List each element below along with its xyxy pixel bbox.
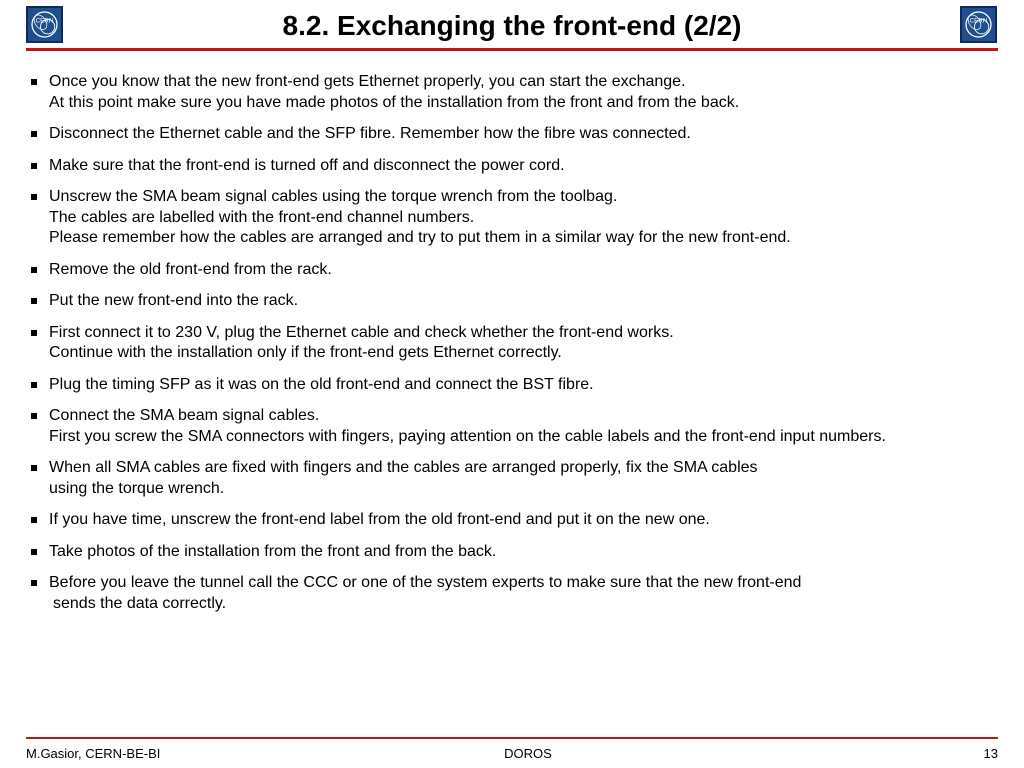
bullet-line: using the torque wrench.	[49, 479, 225, 497]
bullet-line: First you screw the SMA connectors with fingers, paying attention on the cable labels and the front-end input numbers.	[49, 427, 886, 445]
bullet-line: Put the new front-end into the rack.	[49, 292, 299, 309]
bullet-line: Plug the timing SFP as it was on the old front-end and connect the BST fibre.	[49, 375, 594, 393]
bullet-item	[30, 187, 990, 249]
bullet-line: First connect it to 230 V, plug the Ethernet cable and check whether the front-end works.	[49, 323, 674, 341]
bullet-item	[30, 458, 990, 499]
bullet-line: Take photos of the installation from the front and from the back.	[49, 542, 497, 560]
cern-logo-text: CERN	[35, 17, 54, 25]
bullet-item	[30, 323, 990, 364]
bullet-item	[30, 542, 990, 563]
bullet-line: The cables are labelled with the front-end channel numbers.	[49, 208, 475, 226]
bullet-item	[30, 124, 990, 145]
bullet-line: Please remember how the cables are arranged and try to put them in a similar way for the new front-end.	[49, 229, 791, 246]
bullet-line: Disconnect the Ethernet cable and the SFP fibre. Remember how the fibre was connected.	[49, 125, 691, 142]
bullet-line: sends the data correctly.	[53, 594, 227, 612]
bullet-item	[30, 156, 990, 177]
bullet-item	[30, 406, 990, 447]
bullet-item	[30, 375, 990, 396]
bullet-line: When all SMA cables are fixed with fingers and the cables are arranged properly, fix the SMA cables	[49, 459, 758, 476]
cern-logo-text: CERN	[969, 17, 988, 25]
footer-divider	[26, 737, 998, 739]
bullet-item	[30, 510, 990, 531]
bullet-line: Continue with the installation only if the front-end gets Ethernet correctly.	[49, 344, 562, 361]
cern-logo-right	[960, 6, 997, 43]
page-title: 8.2. Exchanging the front-end (2/2)	[282, 10, 742, 41]
bullet-line: Connect the SMA beam signal cables.	[49, 407, 320, 424]
bullet-item	[30, 72, 990, 113]
page-number: 13	[983, 746, 998, 761]
cern-logo-icon	[962, 8, 995, 41]
bullet-line: Make sure that the front-end is turned off and disconnect the power cord.	[49, 156, 565, 174]
bullet-line: At this point make sure you have made photos of the installation from the front and from the back.	[49, 93, 740, 111]
bullet-line: Unscrew the SMA beam signal cables using the torque wrench from the toolbag.	[49, 188, 618, 205]
bullet-line: Once you know that the new front-end gets Ethernet properly, you can start the exchange.	[49, 73, 686, 90]
bullet-line: If you have time, unscrew the front-end label from the old front-end and put it on the new one.	[49, 511, 710, 528]
bullet-item	[30, 260, 990, 281]
bullet-line: Remove the old front-end from the rack.	[49, 260, 332, 278]
footer-author: M.Gasior, CERN-BE-BI	[26, 746, 161, 761]
footer-project: DOROS	[504, 746, 552, 761]
title-divider	[26, 48, 998, 51]
bullet-item	[30, 573, 990, 614]
bullet-list	[30, 72, 990, 625]
bullet-line: Before you leave the tunnel call the CCC or one of the system experts to make sure that the new front-end	[49, 574, 802, 591]
bullet-item	[30, 291, 990, 312]
